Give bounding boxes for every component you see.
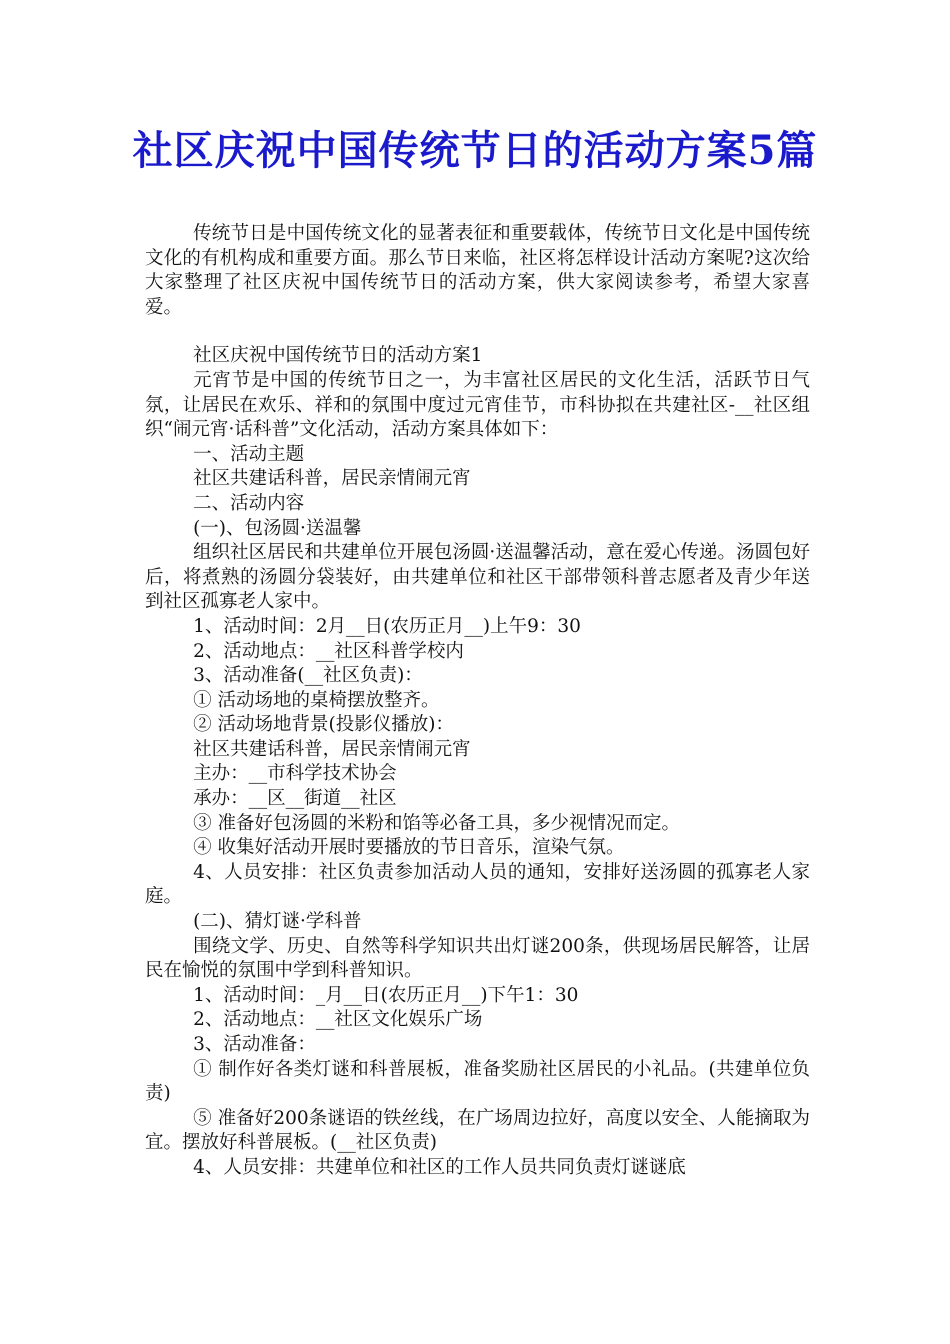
list-item: 3、活动准备： [193,1034,316,1055]
list-item: 1、活动时间：_月__日(农历正月__)下午1：30 [193,984,579,1006]
list-item: 社区共建话科普，居民亲情闹元宵 [193,738,471,760]
list-item: ① 活动场地的桌椅摆放整齐。 [193,689,440,711]
list-item: 3、活动准备(__社区负责)： [193,665,423,687]
subsection-2-text: 围绕文学、历史、自然等科学知识共出灯谜200条，供现场居民解答，让居民在愉悦的氛围中学到科普知识。 [145,935,810,982]
list-item: 2、活动地点：__社区科普学校内 [193,640,464,662]
list-item: ③ 准备好包汤圆的米粉和馅等必备工具，多少视情况而定。 [193,812,680,834]
subsection-2-heading: (二)、猜灯谜·学科普 [193,911,362,933]
subsection-2-prep-1: ① 制作好各类灯谜和科普展板，准备奖励社区居民的小礼品。(共建单位负责) [145,1058,810,1105]
list-item: 2、活动地点：__社区文化娱乐广场 [193,1009,483,1031]
list-item: ② 活动场地背景(投影仪播放)： [193,714,454,736]
subsection-2-staff: 4、人员安排：共建单位和社区的工作人员共同负责灯谜谜底 [193,1156,686,1178]
theme-text: 社区共建话科普，居民亲情闹元宵 [193,468,471,490]
list-item: ④ 收集好活动开展时要播放的节日音乐，渲染气氛。 [193,837,625,859]
section-heading: 社区庆祝中国传统节日的活动方案1 [193,345,483,367]
content-heading: 二、活动内容 [193,492,305,514]
subsection-1-staff: 4、人员安排：社区负责参加活动人员的通知，安排好送汤圆的孤寡老人家庭。 [145,861,810,908]
theme-heading: 一、活动主题 [193,443,305,465]
list-item: 主办：__市科学技术协会 [193,763,397,785]
subsection-1-heading: (一)、包汤圆·送温馨 [193,517,362,539]
intro-paragraph: 传统节日是中国传统文化的显著表征和重要载体，传统节日文化是中国传统文化的有机构成和重要方面。那么节日来临，社区将怎样设计活动方案呢?这次给大家整理了社区庆祝中国传统节日的活动方案，供大家阅读参考，希望大家喜爱。 [145,223,810,318]
list-item: 1、活动时间：2月__日(农历正月__)上午9：30 [193,615,581,637]
subsection-2-prep-5: ⑤ 准备好200条谜语的铁丝线，在广场周边拉好，高度以安全、人能摘取为宜。摆放好科普展板。(__社区负责) [145,1107,810,1154]
document-body [145,222,810,1181]
opening-paragraph: 元宵节是中国的传统节日之一，为丰富社区居民的文化生活，活跃节日气氛，让居民在欢乐、祥和的氛围中度过元宵佳节，市科协拟在共建社区-__社区组织“闹元宵·话科普”文化活动，活动方案具体如下： [145,369,810,441]
subsection-1-text: 组织社区居民和共建单位开展包汤圆·送温馨活动，意在爱心传递。汤圆包好后，将煮熟的汤圆分袋装好，由共建单位和社区干部带领科普志愿者及青少年送到社区孤寡老人家中。 [145,542,810,613]
paragraph-gap [145,320,810,344]
list-item: 承办：__区__街道__社区 [193,788,397,810]
document-title: 社区庆祝中国传统节日的活动方案5篇 [132,127,818,174]
